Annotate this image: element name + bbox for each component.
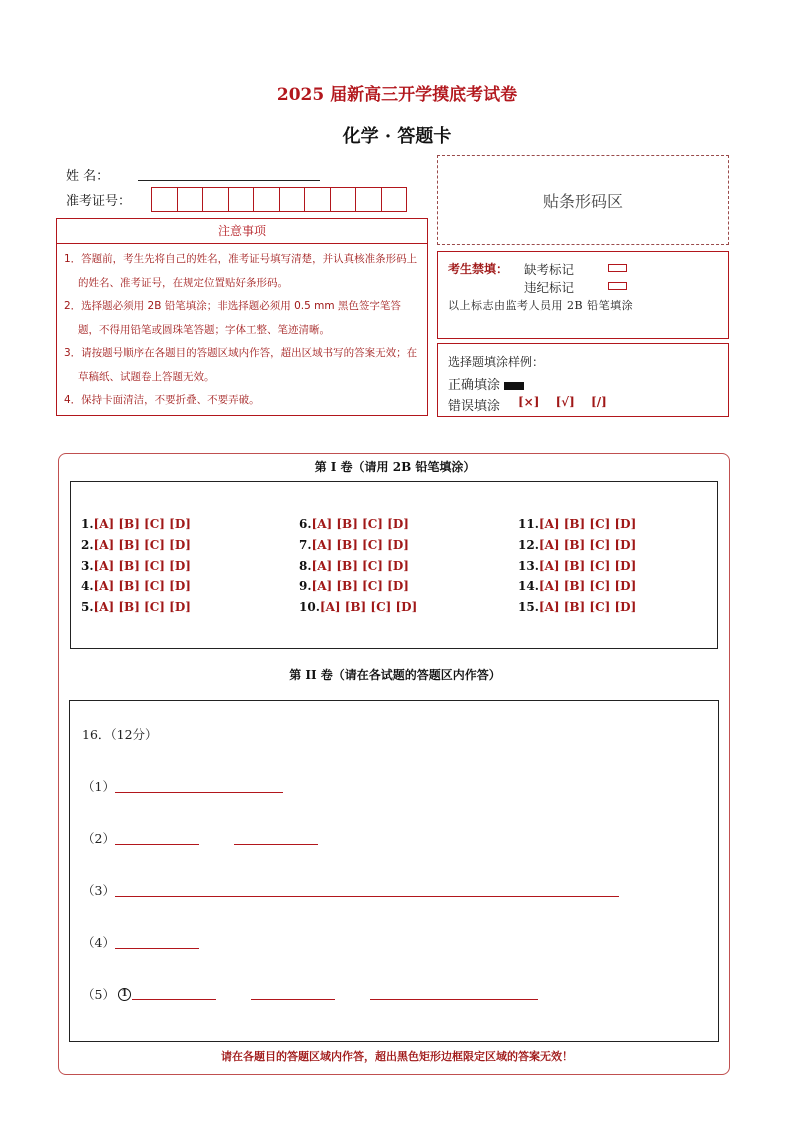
question16-heading: 16．（12分）	[82, 727, 158, 742]
violation-label: 违纪标记	[524, 280, 575, 295]
notice-item: 4．保持卡面清洁，不要折叠、不要弄破。	[64, 394, 260, 406]
mc-row[interactable]: 6.[A] [B] [C] [D]	[299, 517, 409, 531]
section2-title: 第 II 卷（请在各试题的答题区内作答）	[289, 668, 501, 682]
notice-heading: 注意事项	[57, 219, 427, 244]
notice-item: 1．答题前，考生先将自己的姓名，准考证号填写清楚，并认真核准条形码上的姓名、准考证号，在规定位置贴好条形码。	[64, 253, 418, 289]
mc-row[interactable]: 5.[A] [B] [C] [D]	[81, 600, 191, 615]
mc-row[interactable]: 9.[A] [B] [C] [D]	[299, 579, 409, 594]
mc-row[interactable]: 12.[A] [B] [C] [D]	[518, 537, 637, 552]
id-label: 准考证号：	[66, 194, 132, 209]
mc-row[interactable]: 15.[A] [B] [C] [D]	[518, 600, 637, 615]
part-label: （2）	[82, 831, 115, 846]
mc-row[interactable]: 2.[A] [B] [C] [D]	[81, 537, 191, 552]
ban-label: 考生禁填：	[448, 262, 509, 276]
notice-panel	[56, 218, 428, 416]
mc-row[interactable]: 10.[A] [B] [C] [D]	[299, 600, 418, 615]
barcode-area	[437, 155, 729, 245]
answer-line[interactable]	[251, 999, 335, 1000]
part-label: （3）	[82, 883, 115, 898]
id-digit-box[interactable]	[330, 187, 357, 212]
wrong-fill-label: 错误填涂	[448, 399, 501, 414]
multiple-choice-box	[70, 481, 718, 649]
absent-label: 缺考标记	[524, 262, 575, 277]
id-digit-box[interactable]	[202, 187, 229, 212]
part-label: （5）	[82, 987, 115, 1002]
filled-block-icon	[504, 382, 524, 390]
mc-column	[81, 514, 191, 618]
sample-heading: 选择题填涂样例：	[448, 355, 545, 369]
mc-row[interactable]: 13.[A] [B] [C] [D]	[518, 558, 637, 573]
exam-title: 2025 届新高三开学摸底考试卷	[276, 85, 518, 105]
mc-row[interactable]: 11.[A] [B] [C] [D]	[518, 517, 637, 531]
answer-line[interactable]	[115, 844, 199, 845]
id-digit-box[interactable]	[228, 187, 255, 212]
answer-line[interactable]	[132, 999, 216, 1000]
mc-row[interactable]: 14.[A] [B] [C] [D]	[518, 579, 637, 594]
card-subtitle: 化学 · 答题卡	[342, 126, 452, 147]
notice-item: 3．请按题号顺序在各题目的答题区域内作答，超出区域书写的答案无效；在草稿纸、试题卷上答题无效。	[64, 347, 418, 383]
answer-line[interactable]	[115, 948, 199, 949]
id-digit-box[interactable]	[355, 187, 382, 212]
mc-row[interactable]: 8.[A] [B] [C] [D]	[299, 558, 409, 573]
name-field[interactable]	[138, 180, 320, 181]
fill-sample-panel	[437, 343, 729, 417]
wrong-mark: [/]	[591, 395, 607, 409]
section1-title: 第 I 卷（请用 2B 铅笔填涂）	[314, 460, 476, 474]
answer-line[interactable]	[234, 844, 318, 845]
answer-line[interactable]	[115, 896, 619, 897]
mc-row[interactable]: 7.[A] [B] [C] [D]	[299, 537, 409, 552]
violation-mark-box[interactable]	[608, 282, 627, 290]
mc-row[interactable]: 1.[A] [B] [C] [D]	[81, 517, 191, 531]
id-digit-box[interactable]	[304, 187, 331, 212]
id-number-boxes[interactable]	[151, 187, 406, 212]
part-label: （4）	[82, 935, 115, 950]
mc-column	[518, 514, 636, 618]
id-digit-box[interactable]	[279, 187, 306, 212]
wrong-mark: [×]	[518, 395, 540, 409]
id-digit-box[interactable]	[151, 187, 178, 212]
answer-line[interactable]	[115, 792, 283, 793]
ban-note: 以上标志由监考人员用 2B 铅笔填涂	[448, 299, 634, 312]
id-digit-box[interactable]	[177, 187, 204, 212]
question16-box	[69, 700, 719, 1042]
circled-number: 1	[118, 988, 131, 1001]
answer-line[interactable]	[370, 999, 538, 1000]
barcode-label: 贴条形码区	[542, 191, 623, 211]
absent-mark-box[interactable]	[608, 264, 627, 272]
wrong-mark: [√]	[555, 395, 575, 409]
part-label: （1）	[82, 779, 115, 794]
mc-column	[299, 514, 417, 618]
mc-row[interactable]: 3.[A] [B] [C] [D]	[81, 558, 191, 573]
notice-item: 2．选择题必须用 2B 铅笔填涂；非选择题必须用 0.5 mm 黑色签字笔答题，不得用铅笔或圆珠笔答题；字体工整、笔迹清晰。	[64, 300, 401, 336]
name-label: 姓 名：	[66, 169, 110, 184]
mc-row[interactable]: 4.[A] [B] [C] [D]	[81, 579, 191, 594]
correct-fill-label: 正确填涂	[448, 378, 501, 393]
footer-warning: 请在各题目的答题区域内作答，超出黑色矩形边框限定区域的答案无效！	[221, 1050, 573, 1063]
id-digit-box[interactable]	[253, 187, 280, 212]
proctor-only-panel	[437, 251, 729, 339]
id-digit-box[interactable]	[381, 187, 408, 212]
